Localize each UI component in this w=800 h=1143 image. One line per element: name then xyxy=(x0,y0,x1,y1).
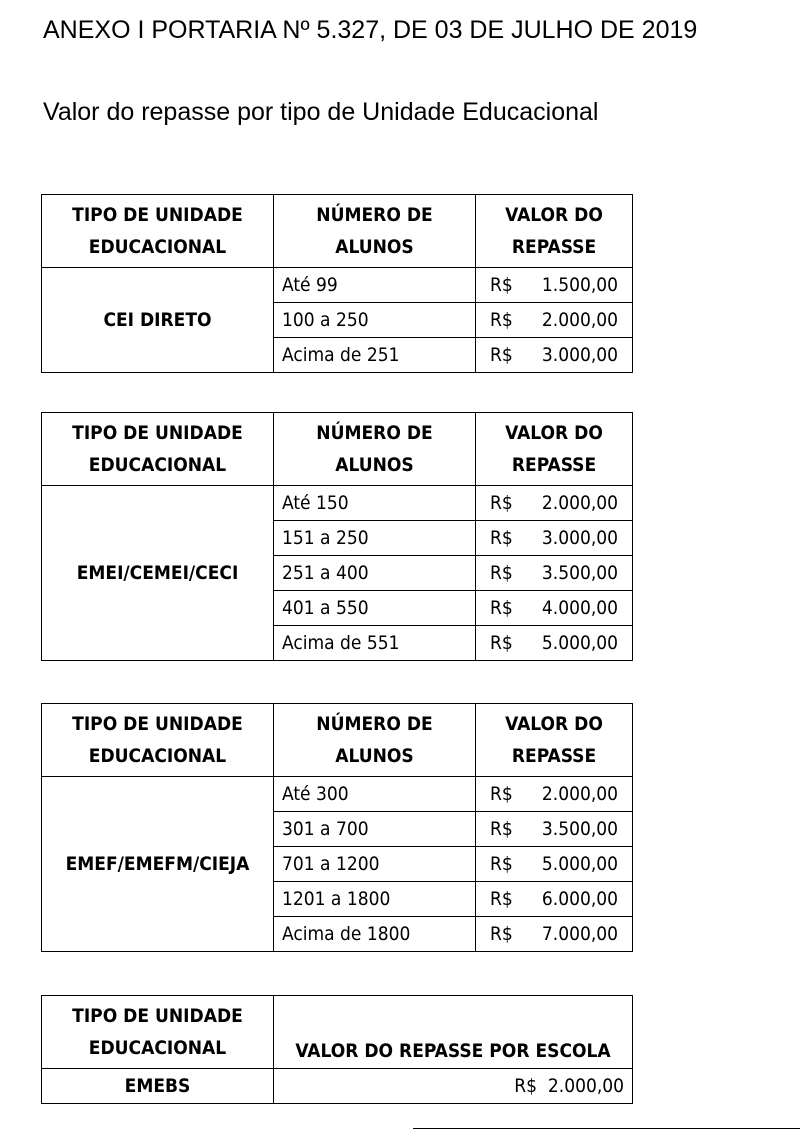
range-cell: Até 300 xyxy=(274,777,476,812)
header-numero: NÚMERO DE ALUNOS xyxy=(274,413,476,486)
table-cei-direto xyxy=(41,194,633,373)
header-valor-escola: VALOR DO REPASSE POR ESCOLA xyxy=(274,996,633,1069)
header-numero: NÚMERO DE ALUNOS xyxy=(274,195,476,268)
header-tipo: TIPO DE UNIDADE EDUCACIONAL xyxy=(42,704,274,777)
value-cell: R$ 2.000,00 xyxy=(476,777,633,812)
table-row xyxy=(42,1069,633,1104)
value-cell: R$ 7.000,00 xyxy=(476,917,633,952)
header-valor: VALOR DO REPASSE xyxy=(476,413,633,486)
value-cell: R$ 4.000,00 xyxy=(476,591,633,626)
value-cell: R$ 5.000,00 xyxy=(476,847,633,882)
value-cell: R$ 1.500,00 xyxy=(476,268,633,303)
range-cell: Acima de 551 xyxy=(274,626,476,661)
table-emef xyxy=(41,703,633,952)
range-cell: Acima de 1800 xyxy=(274,917,476,952)
unit-type-cell: EMEI/CEMEI/CECI xyxy=(42,486,274,661)
table-emebs xyxy=(41,995,633,1104)
range-cell: 701 a 1200 xyxy=(274,847,476,882)
header-numero: NÚMERO DE ALUNOS xyxy=(274,704,476,777)
table-row xyxy=(42,268,633,303)
value-cell: R$ 3.500,00 xyxy=(476,812,633,847)
header-tipo: TIPO DE UNIDADE EDUCACIONAL xyxy=(42,996,274,1069)
unit-type-cell: EMEF/EMEFM/CIEJA xyxy=(42,777,274,952)
value-cell: R$ 3.000,00 xyxy=(476,338,633,373)
value-cell: R$ 2.000,00 xyxy=(476,486,633,521)
unit-type-cell: EMEBS xyxy=(42,1069,274,1104)
range-cell: 301 a 700 xyxy=(274,812,476,847)
range-cell: 401 a 550 xyxy=(274,591,476,626)
header-tipo: TIPO DE UNIDADE EDUCACIONAL xyxy=(42,195,274,268)
table-row xyxy=(42,486,633,521)
header-valor: VALOR DO REPASSE xyxy=(476,704,633,777)
value-cell: R$ 2.000,00 xyxy=(476,303,633,338)
header-tipo: TIPO DE UNIDADE EDUCACIONAL xyxy=(42,413,274,486)
range-cell: Acima de 251 xyxy=(274,338,476,373)
range-cell: Até 99 xyxy=(274,268,476,303)
range-cell: Até 150 xyxy=(274,486,476,521)
document-subtitle: Valor do repasse por tipo de Unidade Educacional xyxy=(43,98,599,126)
unit-type-cell: CEI DIRETO xyxy=(42,268,274,373)
header-valor: VALOR DO REPASSE xyxy=(476,195,633,268)
value-cell: R$ 3.500,00 xyxy=(476,556,633,591)
value-cell: R$ 5.000,00 xyxy=(476,626,633,661)
range-cell: 1201 a 1800 xyxy=(274,882,476,917)
table-row xyxy=(42,777,633,812)
range-cell: 151 a 250 xyxy=(274,521,476,556)
range-cell: 251 a 400 xyxy=(274,556,476,591)
value-cell: R$ 2.000,00 xyxy=(274,1069,633,1104)
document-title: ANEXO I PORTARIA Nº 5.327, DE 03 DE JULHO DE 2019 xyxy=(43,16,698,44)
footer-rule xyxy=(413,1128,800,1129)
value-cell: R$ 6.000,00 xyxy=(476,882,633,917)
value-cell: R$ 3.000,00 xyxy=(476,521,633,556)
table-emei xyxy=(41,412,633,661)
range-cell: 100 a 250 xyxy=(274,303,476,338)
